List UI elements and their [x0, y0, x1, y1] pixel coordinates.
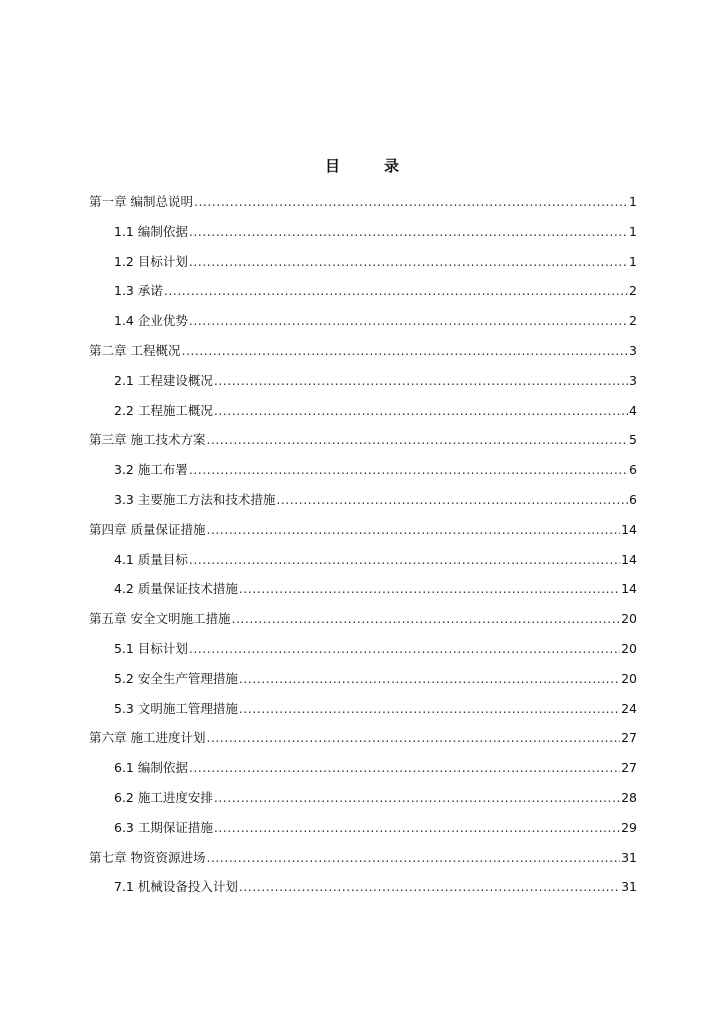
toc-chapter-entry[interactable]: [89, 192, 637, 222]
toc-entry-label: 2.1 工程建设概况: [114, 372, 213, 388]
toc-entry-label: 6.2 施工进度安排: [114, 789, 213, 805]
toc-dot-leader: [206, 728, 620, 748]
toc-entry-label: 3.2 施工布署: [114, 462, 188, 478]
toc-entry-label: 1.3 承诺: [114, 283, 163, 299]
toc-page-number: 20: [621, 611, 637, 627]
toc-dot-leader: [189, 639, 620, 659]
toc-dot-leader: [206, 430, 628, 450]
toc-section-entry[interactable]: [89, 460, 637, 490]
toc-page-number: 5: [629, 432, 637, 448]
toc-entry-label: 6.1 编制依据: [114, 760, 188, 776]
toc-page-number: 29: [621, 819, 637, 835]
toc-dot-leader: [164, 281, 628, 301]
toc-entry-label: 3.3 主要施工方法和技术措施: [114, 491, 276, 507]
toc-entry-label: 6.3 工期保证措施: [114, 819, 213, 835]
toc-dot-leader: [214, 788, 620, 808]
toc-dot-leader: [239, 699, 620, 719]
toc-entry-label: 1.4 企业优势: [114, 313, 188, 329]
toc-dot-leader: [206, 520, 620, 540]
toc-section-entry[interactable]: [89, 371, 637, 401]
toc-dot-leader: [231, 609, 620, 629]
toc-entry-label: 5.1 目标计划: [114, 640, 188, 656]
toc-entry-label: 7.1 机械设备投入计划: [114, 879, 238, 895]
toc-page-number: 31: [621, 879, 637, 895]
toc-entry-label: 1.2 目标计划: [114, 253, 188, 269]
toc-entry-label: 第一章 编制总说明: [89, 194, 193, 209]
toc-page-number: 3: [629, 342, 637, 358]
toc-page-number: 1: [629, 253, 637, 269]
toc-dot-leader: [214, 818, 620, 838]
toc-page-number: 2: [629, 283, 637, 299]
toc-page-number: 6: [629, 491, 637, 507]
toc-page-number: 14: [621, 551, 637, 567]
toc-heading: [0, 155, 724, 176]
toc-entry-label: 1.1 编制依据: [114, 223, 188, 239]
toc-page-number: 27: [621, 730, 637, 746]
toc-page-number: 4: [629, 402, 637, 418]
toc-list: [89, 192, 637, 907]
toc-dot-leader: [276, 490, 628, 510]
toc-entry-label: 4.1 质量目标: [114, 551, 188, 567]
toc-section-entry[interactable]: [89, 252, 637, 282]
toc-dot-leader: [194, 192, 628, 212]
toc-section-entry[interactable]: [89, 490, 637, 520]
toc-chapter-entry[interactable]: [89, 848, 637, 878]
toc-section-entry[interactable]: [89, 281, 637, 311]
toc-chapter-entry[interactable]: [89, 520, 637, 550]
toc-entry-label: 第七章 物资资源进场: [89, 849, 206, 865]
toc-section-entry[interactable]: [89, 639, 637, 669]
toc-page-number: 14: [621, 581, 637, 597]
toc-dot-leader: [189, 311, 628, 331]
toc-dot-leader: [189, 252, 628, 272]
toc-section-entry[interactable]: [89, 758, 637, 788]
toc-page-number: 3: [629, 372, 637, 388]
toc-dot-leader: [189, 550, 620, 570]
toc-page-number: 31: [621, 849, 637, 865]
toc-section-entry[interactable]: [89, 788, 637, 818]
toc-page-number: 2: [629, 313, 637, 329]
toc-page-number: 14: [621, 521, 637, 537]
toc-section-entry[interactable]: [89, 699, 637, 729]
toc-section-entry[interactable]: [89, 401, 637, 431]
toc-heading-part2: 录: [384, 157, 400, 175]
toc-entry-label: 第四章 质量保证措施: [89, 521, 206, 537]
toc-dot-leader: [214, 401, 628, 421]
toc-page-number: 27: [621, 760, 637, 776]
toc-dot-leader: [239, 579, 620, 599]
toc-chapter-entry[interactable]: [89, 609, 637, 639]
toc-entry-label: 第三章 施工技术方案: [89, 432, 206, 448]
toc-entry-label: 第五章 安全文明施工措施: [89, 611, 231, 627]
toc-dot-leader: [181, 341, 628, 361]
toc-section-entry[interactable]: [89, 222, 637, 252]
toc-chapter-entry[interactable]: [89, 430, 637, 460]
toc-entry-label: 第六章 施工进度计划: [89, 730, 206, 746]
toc-dot-leader: [239, 669, 620, 689]
toc-page-number: 28: [621, 789, 637, 805]
toc-entry-label: 4.2 质量保证技术措施: [114, 581, 238, 597]
toc-entry-label: 2.2 工程施工概况: [114, 402, 213, 418]
toc-heading-part1: 目: [324, 157, 340, 175]
toc-entry-label: 5.2 安全生产管理措施: [114, 670, 238, 686]
toc-dot-leader: [189, 758, 620, 778]
toc-dot-leader: [206, 848, 620, 868]
toc-page-number: 20: [621, 640, 637, 656]
toc-section-entry[interactable]: [89, 579, 637, 609]
toc-dot-leader: [189, 222, 628, 242]
toc-section-entry[interactable]: [89, 877, 637, 907]
toc-chapter-entry[interactable]: [89, 728, 637, 758]
toc-section-entry[interactable]: [89, 669, 637, 699]
toc-section-entry[interactable]: [89, 550, 637, 580]
toc-chapter-entry[interactable]: [89, 341, 637, 371]
toc-section-entry[interactable]: [89, 311, 637, 341]
toc-dot-leader: [214, 371, 628, 391]
toc-page-number: 6: [629, 462, 637, 478]
toc-page-number: 24: [621, 700, 637, 716]
toc-entry-label: 第二章 工程概况: [89, 342, 181, 358]
toc-section-entry[interactable]: [89, 818, 637, 848]
toc-page-number: 1: [629, 223, 637, 239]
toc-entry-label: 5.3 文明施工管理措施: [114, 700, 238, 716]
toc-page-number: 1: [629, 194, 637, 209]
toc-dot-leader: [239, 877, 620, 897]
toc-dot-leader: [189, 460, 628, 480]
toc-page-number: 20: [621, 670, 637, 686]
